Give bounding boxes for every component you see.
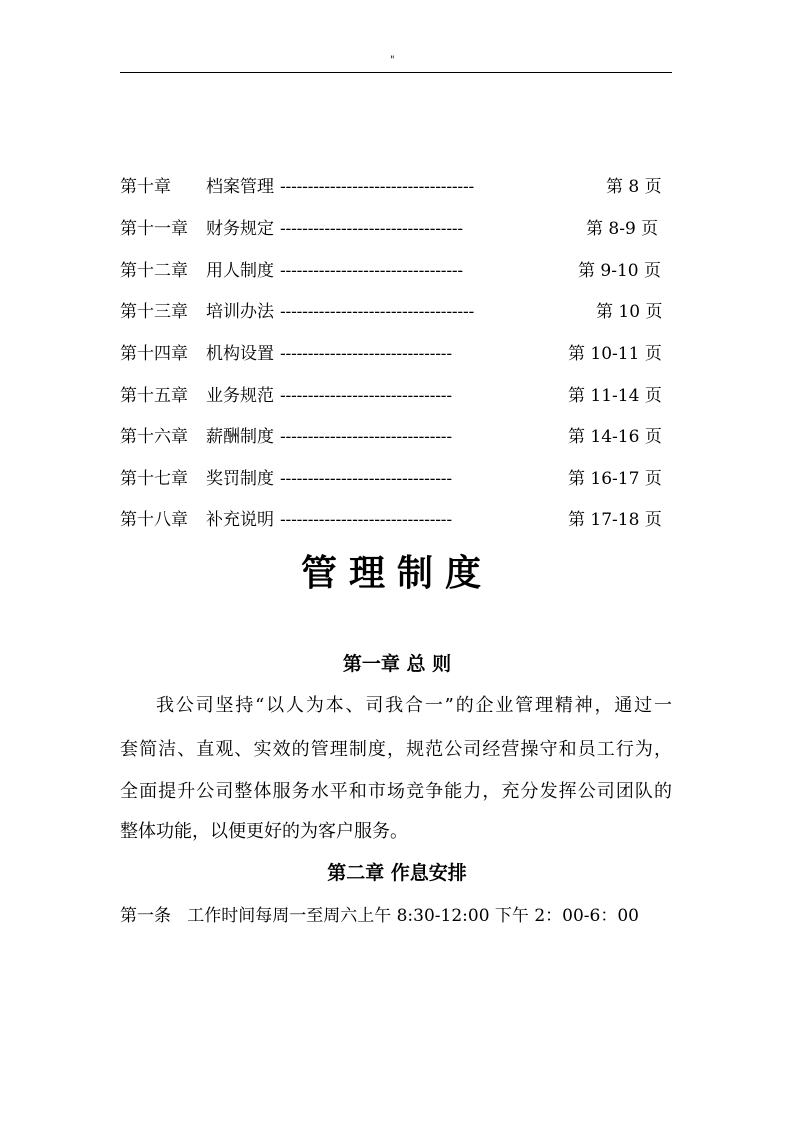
toc-title: 补充说明	[206, 510, 274, 530]
toc-entry	[120, 467, 672, 491]
toc-chapter: 第十五章	[120, 386, 188, 406]
toc-chapter: 第十六章	[120, 427, 188, 447]
toc-title: 用人制度	[206, 261, 274, 281]
toc-chapter: 第十四章	[120, 344, 188, 364]
toc-title: 培训办法	[206, 302, 274, 322]
paragraph-line: 套简洁、直观、实效的管理制度，规范公司经营操守和员工行为，	[120, 739, 672, 760]
toc-entry	[120, 384, 672, 408]
toc-entry	[120, 425, 672, 449]
toc-leader: -------------------------------	[280, 510, 452, 530]
toc-page: 第 9-10 页	[578, 261, 661, 281]
toc-title: 档案管理	[206, 177, 274, 197]
toc-entry	[120, 259, 672, 283]
toc-chapter: 第十一章	[120, 219, 188, 239]
paragraph-line: 我公司坚持“以人为本、司我合一”的企业管理精神，通过一	[156, 695, 672, 716]
toc-chapter: 第十七章	[120, 469, 188, 489]
article-line: 第一条 工作时间每周一至周六上午 8:30-12:00 下午 2：00-6：00	[120, 906, 639, 926]
toc-leader: ---------------------------------	[280, 261, 463, 281]
toc-page: 第 8 页	[606, 177, 662, 197]
toc-title: 业务规范	[206, 386, 274, 406]
toc-page: 第 8-9 页	[586, 219, 659, 239]
toc-page: 第 14-16 页	[568, 427, 662, 447]
paragraph-line: 整体功能，以便更好的为客户服务。	[120, 821, 408, 842]
toc-page: 第 10-11 页	[568, 344, 662, 364]
toc-chapter: 第十三章	[120, 302, 188, 322]
chapter-heading: 第二章 作息安排	[327, 862, 467, 884]
toc-leader: -----------------------------------	[280, 177, 475, 197]
header-rule	[120, 72, 672, 73]
toc-entry	[120, 508, 672, 532]
document-title: 管理制度	[300, 553, 493, 594]
toc-chapter: 第十八章	[120, 510, 188, 530]
toc-leader: ---------------------------------	[280, 219, 463, 239]
toc-page: 第 17-18 页	[568, 510, 662, 530]
toc-leader: -------------------------------	[280, 386, 452, 406]
toc-leader: -------------------------------	[280, 344, 452, 364]
toc-title: 奖罚制度	[206, 469, 274, 489]
chapter-heading: 第一章 总 则	[342, 653, 452, 675]
toc-leader: -------------------------------	[280, 427, 452, 447]
toc-entry	[120, 342, 672, 366]
header-mark: "	[390, 55, 395, 66]
toc-entry	[120, 300, 672, 324]
toc-page: 第 10 页	[596, 302, 663, 322]
toc-entry	[120, 217, 672, 241]
toc-title: 财务规定	[206, 219, 274, 239]
toc-title: 薪酬制度	[206, 427, 274, 447]
paragraph-line: 全面提升公司整体服务水平和市场竞争能力，充分发挥公司团队的	[120, 781, 672, 802]
toc-chapter: 第十章	[120, 177, 171, 197]
toc-page: 第 16-17 页	[568, 469, 662, 489]
toc-title: 机构设置	[206, 344, 274, 364]
toc-chapter: 第十二章	[120, 261, 188, 281]
toc-entry	[120, 175, 672, 199]
toc-leader: -------------------------------	[280, 469, 452, 489]
toc-leader: -----------------------------------	[280, 302, 475, 322]
toc-page: 第 11-14 页	[568, 386, 662, 406]
